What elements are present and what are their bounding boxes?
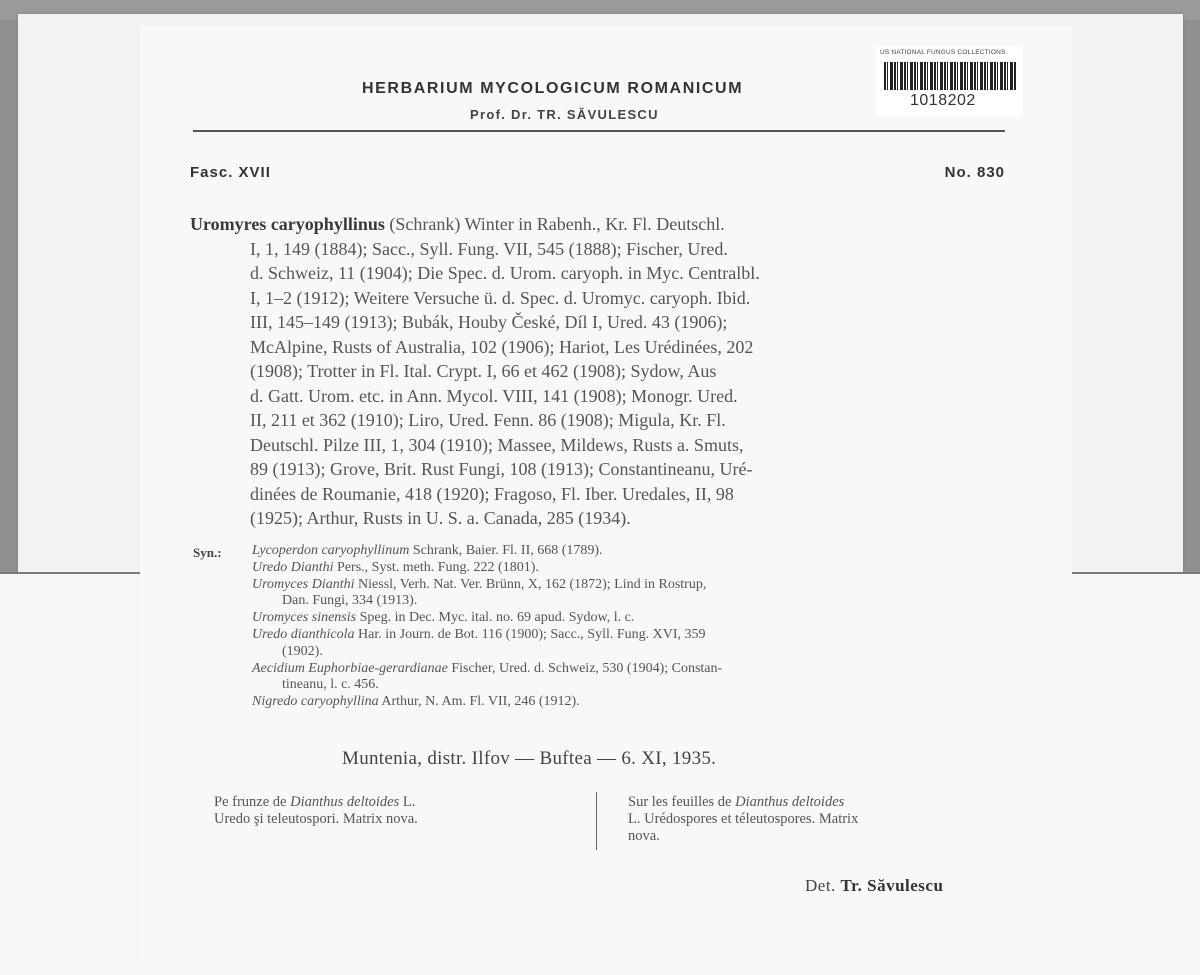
citation-line: (1908); Trotter in Fl. Ital. Crypt. I, 66 et 462 (1908); Sydow, Aus: [250, 361, 717, 381]
citation-line: Deutschl. Pilze III, 1, 304 (1910); Massee, Mildews, Rusts a. Smuts,: [250, 434, 744, 455]
synonym-entry: [252, 661, 1012, 678]
header-rule: [193, 130, 1005, 132]
synonym-citation: Speg. in Dec. Myc. ital. no. 69 apud. Sydow, l. c.: [356, 610, 635, 626]
spore-note-fr: L. Urédospores et téleutospores. Matrix: [628, 811, 859, 827]
specimen-number: No. 830: [944, 164, 1005, 181]
synonym-entry: [252, 610, 1012, 627]
host-name: Dianthus deltoides: [735, 794, 845, 810]
synonym-name: Uredo dianthicola: [252, 626, 355, 642]
synonyms-label: Syn.:: [193, 545, 222, 560]
determiner-prefix: Det.: [805, 876, 836, 895]
species-name: Uromyres caryophyllinus: [190, 214, 385, 234]
citation-line-first: [190, 212, 1010, 237]
spore-note-ro: Uredo şi teleutospori. Matrix nova.: [214, 811, 418, 827]
column-divider: [596, 792, 597, 850]
synonym-continuation: tineanu, l. c. 456.: [282, 677, 379, 693]
citation-line: III, 145–149 (1913); Bubák, Houby České, Díl I, Ured. 43 (1906);: [250, 312, 728, 332]
citation-line: McAlpine, Rusts of Australia, 102 (1906); Hariot, Les Urédinées, 202: [250, 336, 754, 357]
host-prefix: Sur les feuilles de: [628, 794, 736, 810]
synonym-continuation: Dan. Fungi, 334 (1913).: [282, 593, 418, 609]
synonym-citation: Fischer, Ured. d. Schweiz, 530 (1904); Constan-: [447, 660, 723, 676]
determiner-name: Tr. Săvulescu: [840, 876, 944, 895]
barcode-caption: US NATIONAL FUNGUS COLLECTIONS: [880, 49, 1006, 56]
synonym-entry: [252, 577, 1012, 594]
synonym-citation: Niessl, Verh. Nat. Ver. Brünn, X, 162 (1872); Lind in Rostrup,: [354, 576, 707, 592]
spore-note-fr-cont: nova.: [628, 828, 660, 844]
synonym-name: Uredo Dianthi: [252, 559, 334, 575]
citation-line: dinées de Roumanie, 418 (1920); Fragoso, Fl. Iber. Uredales, II, 98: [250, 483, 734, 504]
synonym-citation: Arthur, N. Am. Fl. VII, 246 (1912).: [378, 694, 580, 710]
synonym-continuation: (1902).: [282, 643, 323, 659]
host-description-romanian: [214, 794, 418, 828]
synonym-entry: [252, 694, 1012, 711]
host-prefix: Pe frunze de: [214, 794, 291, 810]
synonym-name: Aecidium Euphorbiae-gerardianae: [252, 660, 448, 676]
species-citation-block: [190, 212, 1010, 531]
citation-line: I, 1–2 (1912); Weitere Versuche ü. d. Spec. d. Uromyc. caryoph. Ibid.: [250, 287, 751, 308]
herbarium-title: HERBARIUM MYCOLOGICUM ROMANICUM: [362, 80, 744, 97]
host-suffix: L.: [399, 794, 416, 810]
host-name: Dianthus deltoides: [290, 794, 400, 810]
citation-line: d. Gatt. Urom. etc. in Ann. Mycol. VIII, 141 (1908); Monogr. Ured.: [250, 385, 738, 406]
synonym-entry: [252, 560, 1012, 577]
synonym-citation: Schrank, Baier. Fl. II, 668 (1789).: [409, 543, 603, 558]
synonym-name: Uromyces Dianthi: [252, 576, 355, 592]
synonym-citation: Pers., Syst. meth. Fung. 222 (1801).: [333, 559, 539, 575]
synonyms-list: [252, 543, 1012, 711]
fascicle-number: Fasc. XVII: [190, 164, 271, 181]
synonym-name: Uromyces sinensis: [252, 610, 357, 626]
citation-line: II, 211 et 362 (1910); Liro, Ured. Fenn. 86 (1908); Migula, Kr. Fl.: [250, 410, 726, 430]
herbarium-professor: Prof. Dr. TR. SĂVULESCU: [470, 107, 659, 122]
citation-line: 89 (1913); Grove, Brit. Rust Fungi, 108 (1913); Constantineanu, Uré-: [250, 459, 753, 479]
determiner: [805, 876, 943, 896]
citation-line: (1925); Arthur, Rusts in U. S. a. Canada, 285 (1934).: [250, 508, 631, 528]
barcode-number: 1018202: [910, 92, 976, 109]
host-description-french: [628, 794, 858, 845]
synonym-entry: [252, 627, 1012, 644]
citation-line: (Schrank) Winter in Rabenh., Kr. Fl. Deutschl.: [384, 214, 725, 234]
synonym-name: Lycoperdon caryophyllinum: [252, 543, 410, 558]
barcode-icon: [884, 62, 1016, 90]
citation-line: d. Schweiz, 11 (1904); Die Spec. d. Urom. caryoph. in Myc. Centralbl.: [250, 263, 760, 283]
synonym-citation: Har. in Journ. de Bot. 116 (1900); Sacc., Syll. Fung. XVI, 359: [354, 626, 706, 642]
synonym-name: Nigredo caryophyllina: [252, 694, 379, 710]
collection-locality: Muntenia, distr. Ilfov — Buftea — 6. XI, 1935.: [342, 748, 717, 769]
citation-line: I, 1, 149 (1884); Sacc., Syll. Fung. VII, 545 (1888); Fischer, Ured.: [250, 238, 728, 259]
host-line-fr: [628, 794, 858, 811]
host-line-ro: [214, 794, 418, 811]
synonym-entry: [252, 543, 1012, 560]
